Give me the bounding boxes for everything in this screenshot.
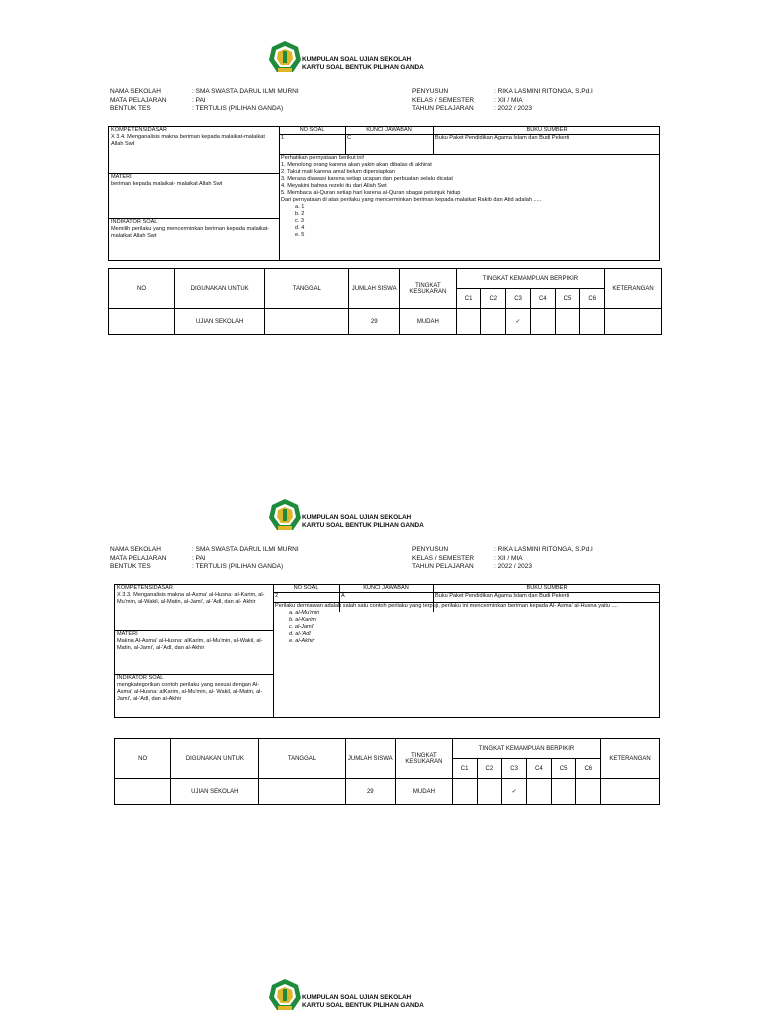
col-keterangan: KETERANGAN: [601, 739, 660, 779]
value-kelas: : XII / MIA: [494, 96, 523, 104]
label-kelas: KELAS / SEMESTER: [412, 554, 475, 562]
no-soal-value: 1: [281, 135, 285, 141]
header-title: KUMPULAN SOAL UJIAN SEKOLAH: [302, 994, 412, 1001]
col-c4: C4: [526, 759, 551, 779]
header-title: KUMPULAN SOAL UJIAN SEKOLAH: [302, 514, 412, 521]
label-penyusun: PENYUSUN: [412, 546, 449, 553]
identity-left: [110, 546, 299, 572]
label-indikator: INDIKATOR SOAL: [111, 219, 158, 225]
label-kelas: KELAS / SEMESTER: [412, 96, 475, 104]
usage-tingkat: MUDAH: [396, 779, 453, 805]
question-body: [273, 603, 661, 718]
usage-c1: [456, 309, 481, 335]
col-tingkat: TINGKAT KESUKARAN: [400, 269, 457, 309]
label-no-soal: NO SOAL: [293, 585, 319, 591]
col-digunakan: DIGUNAKAN UNTUK: [175, 269, 265, 309]
value-kelas: : XII / MIA: [494, 554, 523, 562]
value-tahun: : 2022 / 2023: [494, 563, 532, 570]
label-no-soal: NO SOAL: [299, 127, 325, 133]
label-mata-pelajaran: MATA PELAJARAN: [110, 554, 167, 562]
header-title: KUMPULAN SOAL UJIAN SEKOLAH: [302, 56, 412, 63]
question-card: [114, 584, 660, 718]
question-body: [279, 155, 661, 261]
statement-3: 3. Merasa diawasi karena setiap ucapan dan perbuatan selalu dicatat: [281, 176, 453, 182]
label-kompetensi: KOMPETENSIDASAR: [117, 585, 173, 591]
col-jumlah: JUMLAH SISWA: [345, 739, 396, 779]
usage-c2: [477, 779, 502, 805]
kompetensi-text: X 3.4. Menganalisis makna beriman kepada malaikat-malaikat Allah Swt: [111, 134, 265, 147]
kemenag-logo-icon: [268, 40, 302, 76]
value-penyusun: : RIKA LASMINI RITONGA, S.Pd.I: [494, 88, 593, 95]
value-nama-sekolah: : SMA SWASTA DARUL ILMI MURNI: [192, 546, 299, 553]
kemenag-logo-icon: [268, 498, 302, 534]
usage-row: [109, 309, 662, 335]
header-subtitle: KARTU SOAL BENTUK PILIHAN GANDA: [302, 64, 424, 71]
label-materi: MATERI: [111, 174, 132, 180]
col-tingkat: TINGKAT KESUKARAN: [396, 739, 453, 779]
usage-c3-check: ✓: [502, 779, 527, 805]
kunci-value: C: [347, 135, 352, 141]
col-c3: C3: [502, 759, 527, 779]
identity-left: [110, 88, 299, 114]
kunci-value: A: [341, 593, 345, 599]
label-mata-pelajaran: MATA PELAJARAN: [110, 96, 167, 104]
usage-table: [108, 268, 662, 335]
col-c1: C1: [456, 289, 481, 309]
statement-2: 2. Takut mati karena amal belum dipersiapkan: [281, 169, 396, 175]
statement-5: 5. Membaca al-Quran setiap hari karena al-Quran sbagai petunjuk hidup: [281, 190, 461, 196]
usage-c5: [555, 309, 580, 335]
col-c2: C2: [477, 759, 502, 779]
buku-value: Buku Paket Pendidikan Agama Islam dan Budi Pekerti: [435, 593, 570, 599]
kompetensi-text: X 3.3. Menganalisis makna al-Asma' al-Husna: al-Karim, al-Mu'min, al-Wakil, al-Matin, al-Jami', al-'Adl, dan al- Akhir: [117, 592, 265, 605]
col-c2: C2: [481, 289, 506, 309]
usage-no: [115, 779, 171, 805]
usage-c1: [452, 779, 477, 805]
option-b: b. al-Karim: [289, 617, 317, 623]
option-c: c. 3: [295, 218, 305, 224]
col-jumlah: JUMLAH SISWA: [349, 269, 400, 309]
usage-keterangan: [601, 779, 660, 805]
usage-c5: [551, 779, 576, 805]
usage-c2: [481, 309, 506, 335]
usage-tanggal: [265, 309, 349, 335]
usage-row: [115, 779, 660, 805]
col-kemampuan: TINGKAT KEMAMPUAN BERPIKIR: [456, 269, 604, 289]
question-text: Perilaku dermawan adalah salah satu contoh perilaku yang terpuji, perilaku ini mencerminkan beriman kepada Al- Asma' al-Husna yaitu ....: [275, 603, 618, 609]
no-soal-value: 2: [275, 593, 279, 599]
option-a: a. 1: [295, 204, 305, 210]
usage-c4: [526, 779, 551, 805]
label-tahun: TAHUN PELAJARAN: [412, 563, 474, 570]
label-nama-sekolah: NAMA SEKOLAH: [110, 546, 161, 553]
usage-tanggal: [259, 779, 345, 805]
option-c: c. al-Jami': [289, 624, 314, 630]
value-tahun: : 2022 / 2023: [494, 105, 532, 112]
col-tanggal: TANGGAL: [265, 269, 349, 309]
indikator-text: mengkategorikan contoh perilaku yang sesuai dengan Al-Asma' al-Husna: alKarim, al-Mu'min, al- Wakil, al-Matin, al-Jami', al-'Adl, dan al-Akhir: [117, 682, 263, 702]
usage-digunakan: UJIAN SEKOLAH: [175, 309, 265, 335]
usage-c4: [530, 309, 555, 335]
option-e: e. 5: [295, 232, 305, 238]
value-penyusun: : RIKA LASMINI RITONGA, S.Pd.I: [494, 546, 593, 553]
option-d: d. 4: [295, 225, 305, 231]
identity-right: [412, 546, 593, 572]
identity-right: [412, 88, 593, 114]
col-c1: C1: [452, 759, 477, 779]
materi-text: beriman kepada malaikat- malaikat Allah Swt: [111, 181, 223, 187]
question-card: [108, 126, 660, 261]
col-kemampuan: TINGKAT KEMAMPUAN BERPIKIR: [452, 739, 600, 759]
label-indikator: INDIKATOR SOAL: [117, 675, 164, 681]
label-buku: BUKU SUMBER: [526, 585, 568, 591]
label-kompetensi: KOMPETENSIDASAR: [111, 127, 167, 133]
usage-jumlah: 29: [345, 779, 396, 805]
label-nama-sekolah: NAMA SEKOLAH: [110, 88, 161, 95]
usage-digunakan: UJIAN SEKOLAH: [171, 779, 259, 805]
col-digunakan: DIGUNAKAN UNTUK: [171, 739, 259, 779]
value-bentuk-tes: : TERTULIS (PILIHAN GANDA): [192, 105, 284, 112]
col-tanggal: TANGGAL: [259, 739, 345, 779]
col-c6: C6: [580, 289, 605, 309]
usage-no: [109, 309, 175, 335]
usage-jumlah: 29: [349, 309, 400, 335]
materi-text: Makna Al-Asma' al-Husna: alKarim, al-Mu'min, al-Wakil, al-Matin, al-Jami', al-'Adl, dan al-Akhir: [117, 638, 263, 651]
usage-tingkat: MUDAH: [400, 309, 457, 335]
col-c4: C4: [530, 289, 555, 309]
label-kunci: KUNCI JAWABAN: [363, 585, 409, 591]
label-penyusun: PENYUSUN: [412, 88, 449, 95]
value-bentuk-tes: : TERTULIS (PILIHAN GANDA): [192, 563, 284, 570]
option-b: b. 2: [295, 211, 305, 217]
col-c3: C3: [506, 289, 531, 309]
buku-value: Buku Paket Pendidikan Agama Islam dan Budi Pekerti: [435, 135, 570, 141]
col-no: NO: [115, 739, 171, 779]
label-materi: MATERI: [117, 631, 138, 637]
option-d: d. al-'Adl: [289, 631, 311, 637]
option-e: e. al-Akhir: [289, 638, 315, 644]
label-buku: BUKU SUMBER: [526, 127, 568, 133]
usage-c6: [576, 779, 601, 805]
label-bentuk-tes: BENTUK TES: [110, 563, 151, 570]
col-c5: C5: [555, 289, 580, 309]
value-nama-sekolah: : SMA SWASTA DARUL ILMI MURNI: [192, 88, 299, 95]
header-subtitle: KARTU SOAL BENTUK PILIHAN GANDA: [302, 1002, 424, 1009]
header-subtitle: KARTU SOAL BENTUK PILIHAN GANDA: [302, 522, 424, 529]
value-mata-pelajaran: : PAI: [192, 554, 206, 562]
col-c6: C6: [576, 759, 601, 779]
statement-4: 4. Meyakini bahwa rezeki itu dari Allah Swt: [281, 183, 387, 189]
indikator-text: Memilih perilaku yang mencerminkan beriman kepada malaikat- malaikat Allah Swt: [111, 226, 270, 239]
option-a: a. al-Mu'min: [289, 610, 320, 616]
col-keterangan: KETERANGAN: [605, 269, 662, 309]
statement-1: 1. Menolong orang karena akan yakin akan dibalas di akhirat: [281, 162, 432, 168]
value-mata-pelajaran: : PAI: [192, 96, 206, 104]
usage-c6: [580, 309, 605, 335]
question-intro: Perhatikan pernyataan berikut ini!: [281, 155, 365, 161]
question-text: Dari pernyataan di atas perilaku yang mencerminkan beriman kepada malaikat Rakib dan Atid adalah .....: [281, 197, 542, 203]
usage-table: [114, 738, 660, 805]
col-no: NO: [109, 269, 175, 309]
label-tahun: TAHUN PELAJARAN: [412, 105, 474, 112]
usage-c3-check: ✓: [506, 309, 531, 335]
label-bentuk-tes: BENTUK TES: [110, 105, 151, 112]
label-kunci: KUNCI JAWABAN: [366, 127, 412, 133]
usage-keterangan: [605, 309, 662, 335]
col-c5: C5: [551, 759, 576, 779]
kemenag-logo-icon: [268, 978, 302, 1014]
